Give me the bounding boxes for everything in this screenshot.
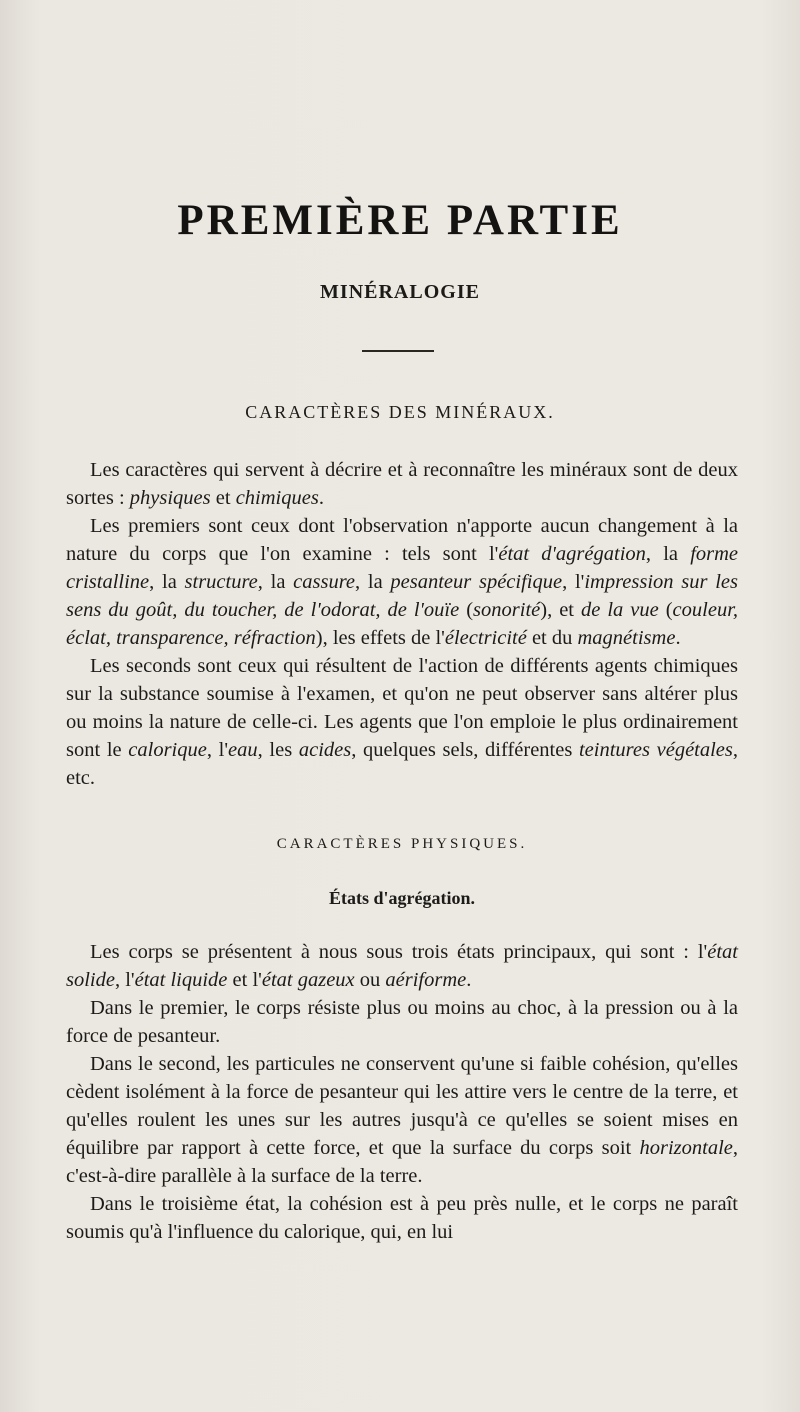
paragraph-7: Dans le troisième état, la cohésion est à peu près nulle, et le corps ne paraît soumis qu'à l'influence du calorique, qui, en lui — [66, 1193, 738, 1243]
paragraph-2: Les premiers sont ceux dont l'observation n'apporte aucun changement à la nature du corps que l'on examine : tels sont l'état d'agrégation, la forme cristalline, la structure, la cassure, la pesanteur spécifique, l'impression sur les sens du goût, du toucher, de l'odorat, de l'ouïe (sonorité), et de la vue (couleur, éclat, transparence, réfraction), les effets de l'électricité et du magnétisme. — [66, 515, 739, 649]
divider-rule — [362, 350, 434, 352]
paragraph-4: Les corps se présentent à nous sous trois états principaux, qui sont : l'état solide, l'état liquide et l'état gazeux ou aériforme. — [66, 941, 738, 991]
paragraph-6: Dans le second, les particules ne conservent qu'une si faible cohésion, qu'elles cèdent isolément à la force de pesanteur qui les attire vers le centre de la terre, et qu'elles roulent les unes sur les autres jusqu'à ce qu'elles se soient mises en équilibre par rapport à cette force, et que la surface du corps soit horizontale, c'est-à-dire parallèle à la surface de la terre. — [66, 1053, 738, 1187]
bleed-through-text — [68, 48, 748, 83]
subsection-heading: CARACTÈRES PHYSIQUES. — [276, 836, 528, 852]
part-title: PREMIÈRE PARTIE — [177, 197, 623, 244]
part-subtitle: MINÉRALOGIE — [320, 281, 480, 303]
body-text — [66, 456, 738, 1246]
section-heading: CARACTÈRES DES MINÉRAUX. — [245, 402, 555, 422]
paragraph-1: Les caractères qui servent à décrire et à reconnaître les minéraux sont de deux sortes : physiques et chimiques. — [66, 459, 738, 509]
paragraph-5: Dans le premier, le corps résiste plus ou moins au choc, à la pression ou à la force de pesanteur. — [66, 997, 738, 1047]
paragraph-3: Les seconds sont ceux qui résultent de l'action de différents agents chimiques sur la substance soumise à l'examen, et qu'on ne peut observer sans altérer plus ou moins la nature de celle-ci. Les agents que l'on emploie le plus ordinairement sont le calorique, l'eau, les acides, quelques sels, différentes teintures végétales, etc. — [66, 655, 739, 789]
sub-subheading: États d'agrégation. — [329, 888, 475, 908]
